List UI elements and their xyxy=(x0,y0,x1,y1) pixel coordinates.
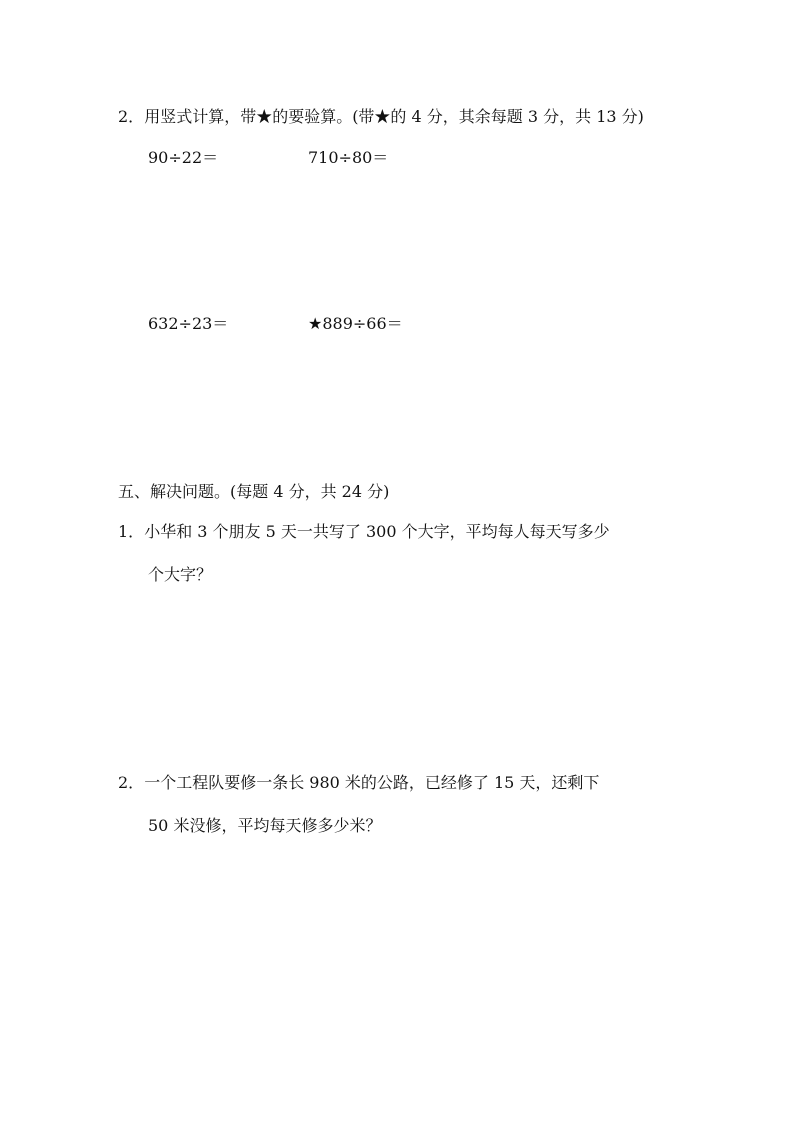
section-five-heading: 五、解决问题。(每题 4 分，共 24 分) xyxy=(118,482,390,501)
problem-889-div-66-starred: ★889÷66＝ xyxy=(308,314,403,333)
question-2-instruction-line xyxy=(118,107,644,127)
problem-1-line-2: 个大字？ xyxy=(148,565,213,584)
question-number: 2． xyxy=(118,107,145,126)
problem-2-text: 一个工程队要修一条长 980 米的公路，已经修了 15 天，还剩下 xyxy=(144,773,600,792)
problem-1-text: 小华和 3 个朋友 5 天一共写了 300 个大字，平均每人每天写多少 xyxy=(144,522,610,541)
question-instruction: 用竖式计算，带★的要验算。(带★的 4 分，其余每题 3 分，共 13 分) xyxy=(144,107,644,126)
problem-2-line-2: 50 米没修，平均每天修多少米？ xyxy=(148,816,382,835)
problem-1-line-1 xyxy=(118,522,610,542)
problem-632-div-23: 632÷23＝ xyxy=(148,314,229,333)
question-number: 1． xyxy=(118,522,145,541)
question-number: 2． xyxy=(118,773,145,792)
problem-90-div-22: 90÷22＝ xyxy=(148,148,219,167)
problem-710-div-80: 710÷80＝ xyxy=(308,148,389,167)
problem-2-line-1 xyxy=(118,773,599,793)
